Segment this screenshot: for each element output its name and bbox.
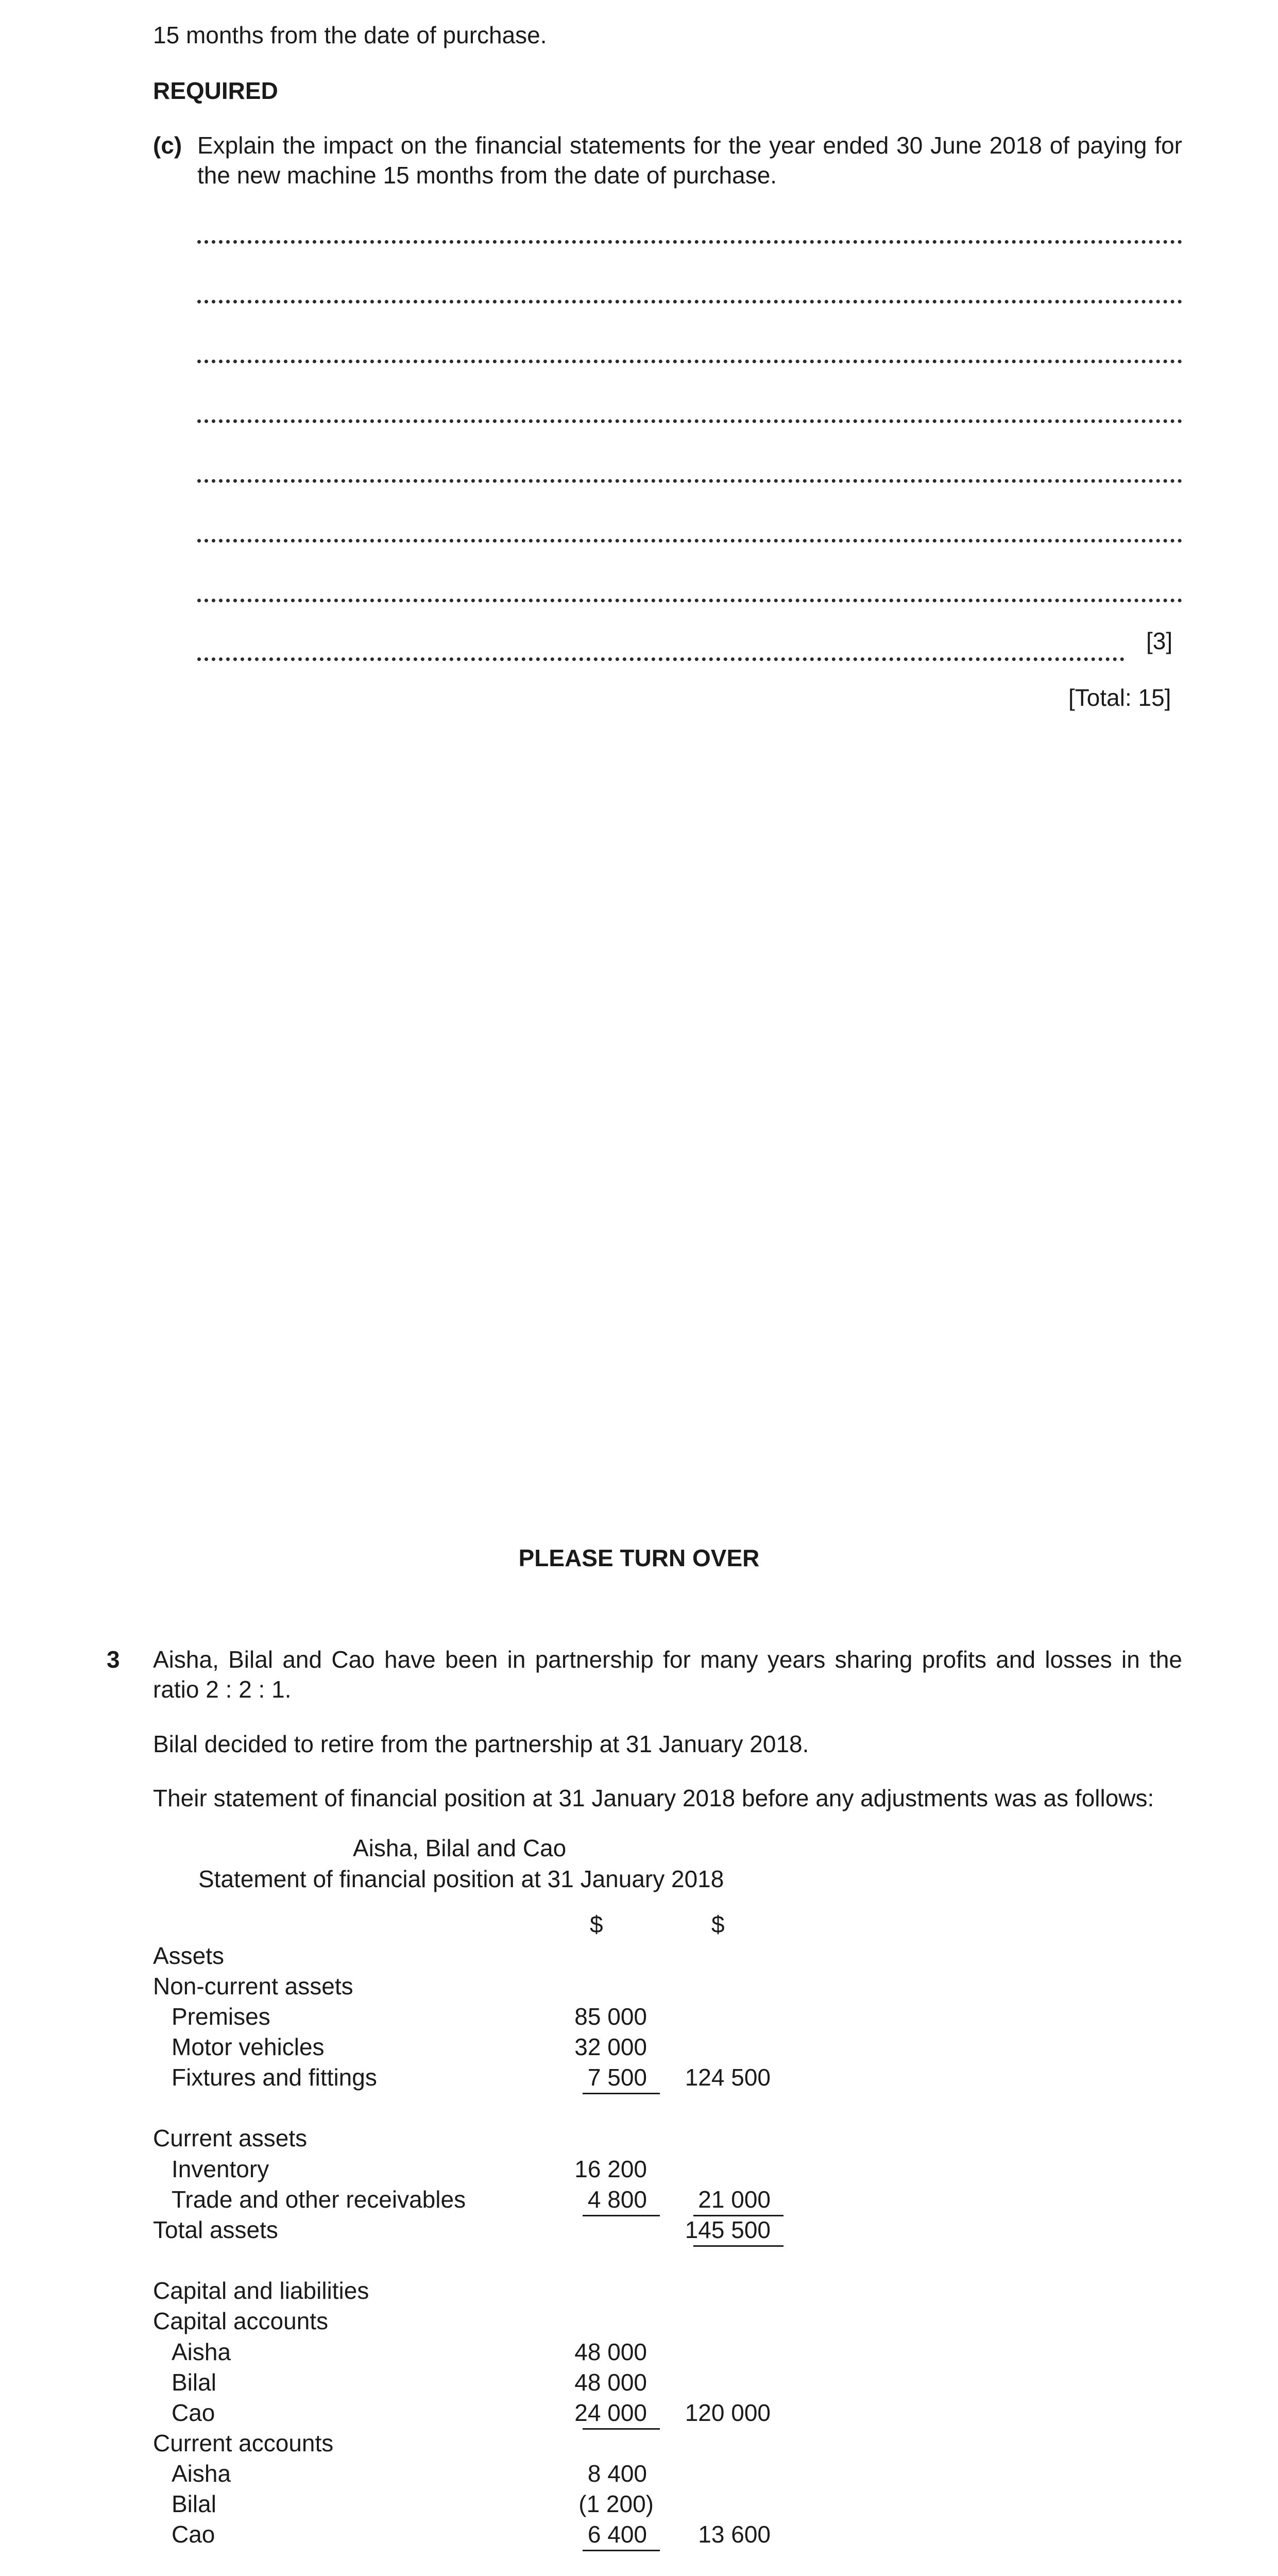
row-col2: 124 500 [685,2064,771,2091]
row-label: Premises [172,2003,270,2030]
total-marks: [Total: 15] [1068,684,1171,711]
row-col1: 8 400 [587,2460,647,2487]
subtotal-rule [583,2215,660,2216]
part-c-question: Explain the impact on the financial statements for the year ended 30 June 2018 of paying for the new machine 15 months from the date of purchase. [197,132,1182,189]
answer-line[interactable] [197,240,1182,244]
row-label: Motor vehicles [172,2033,325,2060]
part-c-label: (c) [153,132,182,159]
answer-line[interactable] [197,300,1182,303]
row-col1: 6 400 [587,2521,647,2548]
answer-line[interactable] [197,360,1182,363]
answer-line[interactable] [197,599,1182,602]
nca-heading: Non-current assets [153,1973,353,1999]
ca-heading: Current assets [153,2125,308,2151]
row-label: Inventory [172,2156,269,2182]
q3-intro: Aisha, Bilal and Cao have been in partnership for many years sharing profits and losses in the ratio 2 : 2 : 1. [153,1646,1182,1703]
row-label: Cao [172,2521,215,2548]
row-label: Bilal [172,2369,216,2396]
statement-title: Aisha, Bilal and Cao [353,1835,567,1861]
row-col1: 7 500 [587,2064,647,2091]
subtotal-rule [583,2550,660,2551]
required-heading: REQUIRED [153,77,278,104]
q3-retire: Bilal decided to retire from the partnership at 31 January 2018. [153,1731,809,1757]
subtotal-rule [583,2428,660,2430]
row-col1: 16 200 [574,2156,647,2182]
col1-header: $ [590,1911,603,1938]
part-c-intro-tail: 15 months from the date of purchase. [153,22,547,48]
row-col1: (1 200) [578,2490,654,2517]
current-heading: Current accounts [153,2430,334,2456]
row-col2: 21 000 [698,2186,771,2213]
col2-header: $ [711,1911,725,1938]
row-label: Fixtures and fittings [172,2064,377,2091]
subtotal-rule [583,2093,660,2094]
question-number: 3 [107,1646,120,1673]
row-label: Bilal [172,2490,216,2517]
row-col1: 32 000 [574,2033,647,2060]
answer-line[interactable] [197,479,1182,483]
q3-sfp-intro: Their statement of financial position at 31 January 2018 before any adjustments was as follows: [153,1785,1154,1811]
answer-line[interactable] [197,419,1182,423]
row-label: Cao [172,2399,215,2426]
answer-line[interactable] [197,657,1124,661]
row-col2: 13 600 [698,2521,771,2548]
marks-label: [3] [1146,628,1173,654]
statement-subtitle: Statement of financial position at 31 January 2018 [198,1866,724,1892]
row-col1: 4 800 [587,2186,647,2213]
row-label: Aisha [172,2460,231,2487]
total-rule [693,2245,783,2247]
please-turn-over: PLEASE TURN OVER [518,1545,760,1571]
row-col1: 24 000 [574,2399,647,2426]
cl-heading: Capital and liabilities [153,2277,369,2304]
row-col2: 120 000 [685,2399,771,2426]
assets-heading: Assets [153,1942,225,1969]
answer-line[interactable] [197,539,1182,543]
row-col1: 48 000 [574,2369,647,2396]
total-label: Total assets [153,2216,278,2243]
row-label: Aisha [172,2338,231,2365]
row-label: Trade and other receivables [172,2186,466,2213]
total-value: 145 500 [685,2216,771,2243]
row-col1: 85 000 [574,2003,647,2030]
row-col1: 48 000 [574,2338,647,2365]
capital-heading: Capital accounts [153,2308,329,2334]
